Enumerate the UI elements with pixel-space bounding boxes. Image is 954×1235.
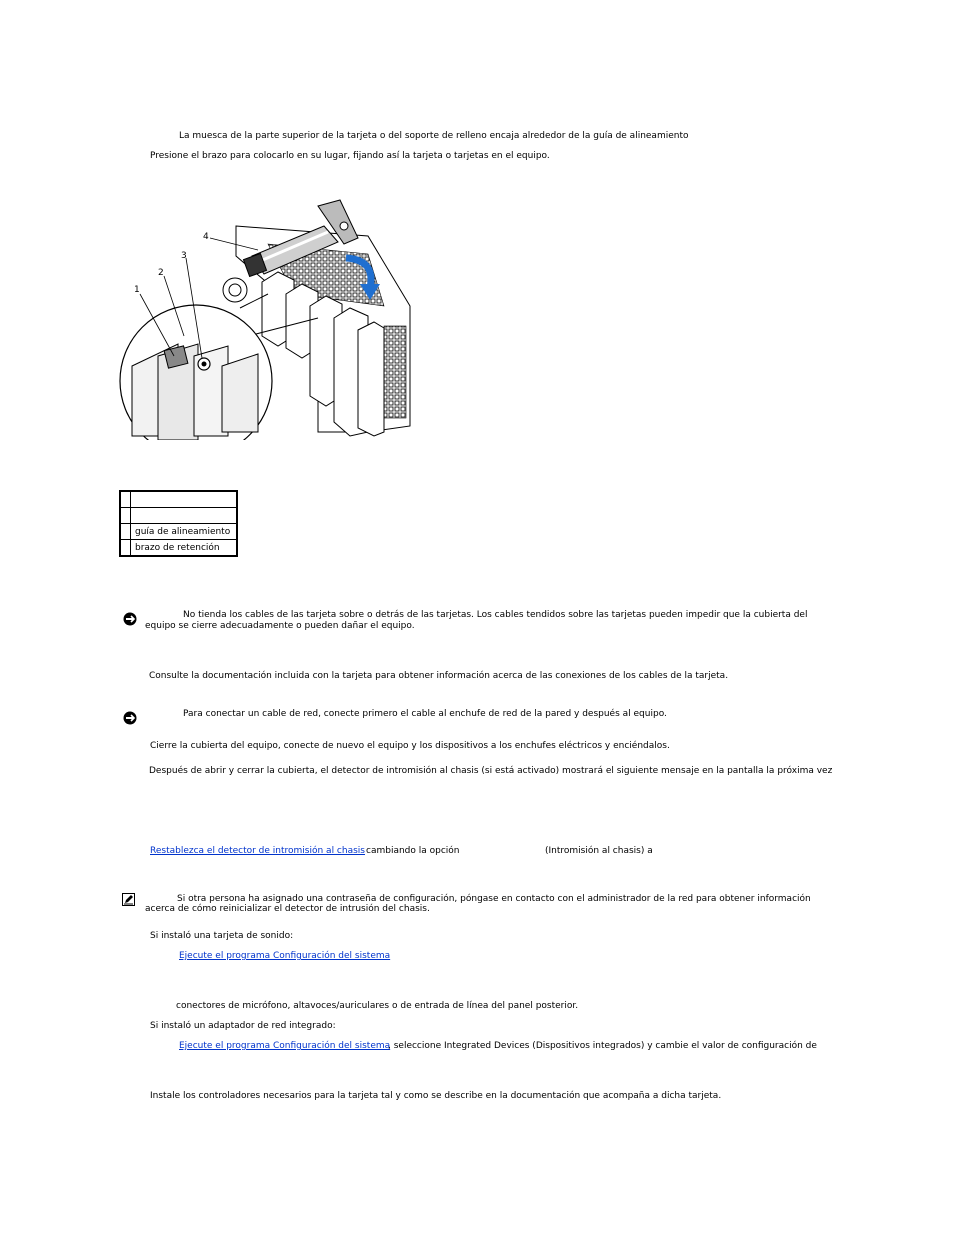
callout-legend-table [119, 490, 238, 557]
reset-rest-text: cambiando la opción [366, 846, 460, 856]
reset-option-text: (Intromisión al chasis) a [545, 846, 653, 856]
reset-intrusion-detector-link[interactable]: Restablezca el detector de intromisión al chasis [150, 846, 365, 856]
callout-1: 1 [134, 285, 140, 295]
notice-cables-line1: No tienda los cables de las tarjeta sobre o detrás de las tarjetas. Los cables tendidos sobre las tarjetas pueden impedir que la cubierta del [183, 610, 808, 620]
notice-icon [123, 612, 137, 626]
notice-network-cable: Para conectar un cable de red, conecte primero el cable al enchufe de red de la pared y después al equipo. [183, 709, 667, 719]
step-install-drivers: Instale los controladores necesarios para la tarjeta tal y como se describe en la documentación que acompaña a dicha tarjeta. [150, 1091, 722, 1101]
legend-row [120, 524, 237, 540]
callout-2: 2 [158, 268, 164, 278]
legend-label: guía de alineamiento [131, 524, 238, 540]
step-after-cover: Después de abrir y cerrar la cubierta, el detector de intromisión al chasis (si está activado) mostrará el siguiente mensaje en la pantalla la próxima vez [149, 766, 833, 776]
callout-3: 3 [181, 251, 187, 261]
step-close-cover: Cierre la cubierta del equipo, conecte de nuevo el equipo y los dispositivos a los enchufes eléctricos y enciéndalos. [150, 741, 670, 751]
legend-num [120, 540, 131, 557]
run-system-setup-link-2[interactable]: Ejecute el programa Configuración del sistema [179, 1041, 391, 1051]
notice-cables-line2: equipo se cierre adecuadamente o pueden dañar el equipo. [145, 621, 415, 631]
step-sound-card: Si instaló una tarjeta de sonido: [150, 931, 294, 941]
legend-label [131, 508, 238, 524]
step-connectors: conectores de micrófono, altavoces/auriculares o de entrada de línea del panel posterior. [176, 1001, 579, 1011]
note-line2: acerca de cómo reinicializar el detector de intrusión del chasis. [145, 904, 430, 914]
note-line1: Si otra persona ha asignado una contraseña de configuración, póngase en contacto con el administrador de la red para obtener información [177, 894, 811, 904]
notice-icon [123, 711, 137, 725]
legend-label: brazo de retención [131, 540, 238, 557]
legend-row [120, 540, 237, 557]
network-rest-text: , seleccione Integrated Devices (Dispositivos integrados) y cambie el valor de configuración de [388, 1041, 817, 1051]
card-retention-arm-illustration [118, 196, 414, 440]
legend-row [120, 491, 237, 508]
run-system-setup-link[interactable]: Ejecute el programa Configuración del sistema [179, 951, 391, 961]
legend-label [131, 491, 238, 508]
step-press-arm: Presione el brazo para colocarlo en su lugar, fijando así la tarjeta o tarjetas en el equipo. [150, 151, 550, 161]
legend-num [120, 524, 131, 540]
legend-num [120, 508, 131, 524]
note-pencil-icon [122, 893, 135, 906]
step-notch-text: La muesca de la parte superior de la tarjeta o del soporte de relleno encaja alrededor de la guía de alineamiento [179, 131, 689, 141]
legend-row [120, 508, 237, 524]
step-network-adapter: Si instaló un adaptador de red integrado: [150, 1021, 336, 1031]
callout-4: 4 [203, 232, 209, 242]
legend-num [120, 491, 131, 508]
step-consult-docs: Consulte la documentación incluida con la tarjeta para obtener información acerca de las conexiones de los cables de la tarjeta. [149, 671, 729, 681]
